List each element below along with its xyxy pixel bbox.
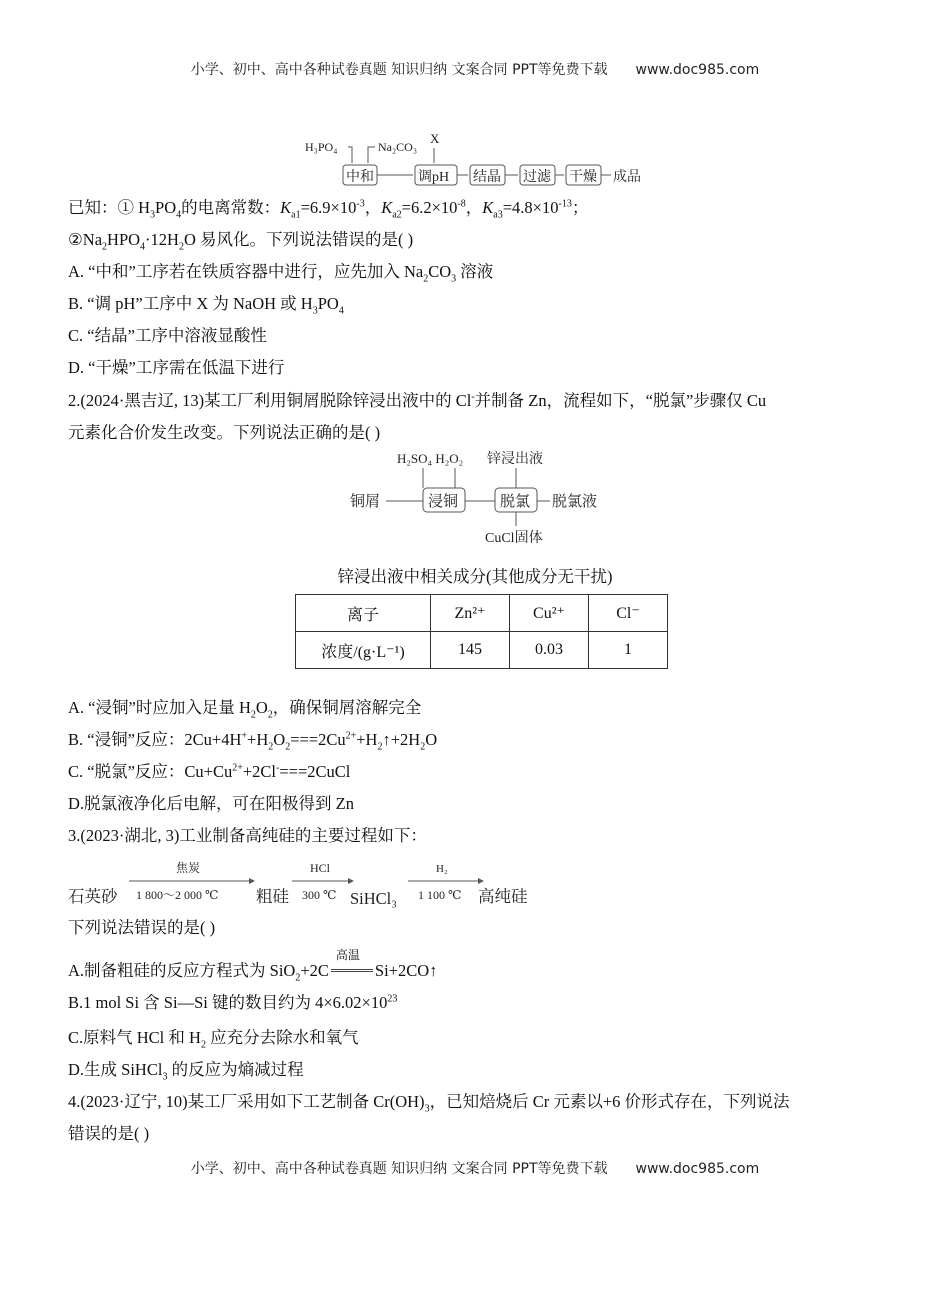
- subscript: 2: [250, 709, 256, 721]
- process-flow-diagram-1: [300, 128, 680, 190]
- text-run: 3.(2023·湖北, 3)工业制备高纯硅的主要过程如下：: [68, 826, 427, 845]
- superscript: -: [276, 762, 280, 774]
- subscript: 2: [420, 741, 426, 753]
- text-run: D.生成 SiHCl: [68, 1060, 163, 1079]
- option-3a-text: +2C: [300, 961, 329, 980]
- text-run: O: [425, 730, 438, 749]
- subscript: 2: [268, 741, 274, 753]
- output-dechlorinated-liquid: 脱氯液: [552, 494, 598, 510]
- text-run: ===2CuCl: [279, 762, 351, 781]
- text-run: ·12H: [145, 230, 179, 249]
- text-run: 4.(2023·辽宁, 10)某工厂采用如下工艺制备 Cr(OH): [68, 1092, 425, 1111]
- process-flow-diagram-2: [345, 448, 615, 548]
- superscript: -: [471, 391, 475, 403]
- subscript: 3: [162, 1071, 168, 1083]
- text-run: CO: [428, 262, 452, 281]
- text-run: 的反应为熵减过程: [167, 1060, 304, 1079]
- text-run: +2Cl: [242, 762, 277, 781]
- text-run: B.1 mol Si 含 Si—Si 键的数目约为 4×6.02×10: [68, 993, 388, 1012]
- text-run: HPO: [107, 230, 141, 249]
- text-run: 下列说法错误的是( ): [68, 918, 216, 937]
- page-header: [0, 59, 950, 79]
- subscript: 2: [178, 241, 184, 253]
- header-zn: Zn²⁺: [431, 595, 510, 632]
- step-filter: 过滤: [523, 170, 551, 185]
- question-3-line: [68, 1059, 304, 1081]
- text-run: ===2Cu: [290, 730, 346, 749]
- condition-300c: 300 ℃: [302, 888, 337, 902]
- text-run: ，: [465, 198, 483, 217]
- option-3a: [68, 948, 438, 984]
- cell-zn: 145: [431, 632, 510, 669]
- option-3a-text: Si+2CO↑: [374, 961, 438, 980]
- text-run: ②Na: [68, 230, 103, 249]
- option-3a-text: A.制备粗硅的反应方程式为 SiO: [68, 961, 296, 980]
- node-pure-silicon: 高纯硅: [478, 887, 528, 906]
- text-run: =4.8×10: [502, 198, 559, 217]
- condition-1800-2000c: 1 800～2 000 ℃: [136, 888, 219, 902]
- node-crude-silicon: 粗硅: [256, 887, 289, 906]
- text-run: 2.(2024·黑吉辽, 13)某工厂利用铜屑脱除锌浸出液中的 Cl: [68, 391, 472, 410]
- text-run: ，: [364, 198, 382, 217]
- subscript: 2: [423, 273, 429, 285]
- table-caption: 锌浸出液中相关成分(其他成分无干扰): [337, 567, 613, 586]
- text-run: B. “调 pH”工序中 X 为 NaOH 或 H: [68, 294, 313, 313]
- cell-concentration-label: 浓度/(g·L⁻¹): [296, 632, 431, 669]
- italic-symbol: K: [482, 198, 494, 217]
- italic-symbol: K: [280, 198, 292, 217]
- table-header-row: [296, 595, 668, 632]
- reagent-coke: 焦炭: [176, 861, 201, 875]
- step-dry: 干燥: [569, 170, 597, 185]
- question-2-option: [68, 697, 421, 719]
- question-2-option: [68, 825, 427, 847]
- input-h3po4: H₃PO₄: [305, 140, 338, 154]
- header-url[interactable]: www.doc985.com: [635, 62, 760, 78]
- text-run: C.原料气 HCl 和 H: [68, 1028, 201, 1047]
- header-cu: Cu²⁺: [510, 595, 589, 632]
- text-run: =6.2×10: [401, 198, 458, 217]
- product: 成品: [613, 170, 641, 185]
- header-cl: Cl⁻: [589, 595, 668, 632]
- subscript: 2: [295, 972, 301, 984]
- question-1-line: [68, 229, 413, 251]
- text-run: PO: [155, 198, 177, 217]
- text-run: C. “结晶”工序中溶液显酸性: [68, 326, 267, 345]
- superscript: 23: [387, 993, 398, 1005]
- text-run: O: [255, 698, 268, 717]
- step-leach-copper: 浸铜: [428, 494, 459, 510]
- text-run: 并制备 Zn，流程如下，“脱氯”步骤仅 Cu: [474, 391, 767, 410]
- condition-1100c: 1 100 ℃: [418, 888, 462, 902]
- text-run: C. “脱氯”反应：Cu+Cu: [68, 762, 233, 781]
- question-3-prompt-line: [68, 917, 215, 939]
- question-1-line: [68, 325, 267, 347]
- subscript: a1: [291, 209, 301, 221]
- question-1-line: [68, 357, 284, 379]
- text-run: 元素化合价发生改变。下列说法正确的是( ): [68, 423, 381, 442]
- text-run: ，确保铜屑溶解完全: [272, 698, 422, 717]
- subscript: 3: [451, 273, 457, 285]
- question-1-line: [68, 197, 588, 219]
- text-run: B. “浸铜”反应：2Cu+4H: [68, 730, 242, 749]
- subscript: 3: [312, 305, 318, 317]
- text-run: O 易风化。下列说法错误的是( ): [183, 230, 414, 249]
- text-run: 应充分去除水和氧气: [205, 1028, 359, 1047]
- footer-text: 小学、初中、高中各种试卷真题 知识归纳 文案合同 PPT等免费下载: [190, 1161, 608, 1177]
- reagent-hcl: HCl: [310, 861, 331, 875]
- question-3-line: [68, 1027, 359, 1049]
- output-cucl-solid: CuCl固体: [485, 531, 543, 546]
- question-3-line: [68, 992, 397, 1014]
- question-1-line: [68, 293, 344, 315]
- node-quartz-sand: 石英砂: [68, 887, 118, 906]
- question-3-line: [68, 1123, 149, 1145]
- page-footer: [0, 1158, 950, 1178]
- reagents-h2so4-h2o2: H₂SO₄ H₂O₂: [397, 451, 464, 466]
- reagent-zinc-leachate: 锌浸出液: [487, 452, 543, 467]
- superscript: +: [241, 730, 248, 742]
- superscript: -13: [558, 198, 572, 210]
- process-flow-diagram-3: [66, 852, 546, 908]
- text-run: 错误的是( ): [68, 1124, 150, 1143]
- header-text: 小学、初中、高中各种试卷真题 知识归纳 文案合同 PPT等免费下载: [190, 62, 608, 78]
- subscript: 2: [285, 741, 291, 753]
- italic-symbol: K: [381, 198, 393, 217]
- start-copper-scrap: 铜屑: [350, 494, 381, 510]
- subscript: 2: [102, 241, 108, 253]
- composition-table: [295, 594, 668, 669]
- reagent-h2: H₂: [436, 863, 448, 875]
- question-2-option: [68, 793, 354, 815]
- text-run: A. “浸铜”时应加入足量 H: [68, 698, 251, 717]
- question-2-option: [68, 729, 437, 751]
- step-adjust-ph: 调pH: [418, 170, 450, 185]
- text-run: +H: [356, 730, 378, 749]
- text-run: +H: [247, 730, 269, 749]
- text-run: A. “中和”工序若在铁质容器中进行，应先加入 Na: [68, 262, 424, 281]
- text-run: ，已知焙烧后 Cr 元素以+6 价形式存在，下列说法: [429, 1092, 790, 1111]
- question-1-line: [68, 390, 766, 412]
- step-neutralize: 中和: [346, 170, 374, 185]
- input-x: X: [430, 131, 440, 146]
- input-na2co3: Na₂CO₃: [378, 140, 418, 154]
- text-run: D.脱氯液净化后电解，可在阳极得到 Zn: [68, 794, 354, 813]
- question-1-line: [68, 261, 493, 283]
- table-row: [296, 632, 668, 669]
- reaction-condition: 高温: [335, 948, 360, 962]
- subscript: 2: [200, 1039, 206, 1051]
- subscript: 4: [140, 241, 146, 253]
- question-3-line: [68, 1091, 790, 1113]
- text-run: =6.9×10: [300, 198, 357, 217]
- cell-cu: 0.03: [510, 632, 589, 669]
- footer-url[interactable]: www.doc985.com: [635, 1161, 760, 1177]
- subscript: 2: [267, 709, 273, 721]
- subscript: 4: [338, 305, 344, 317]
- step-crystallize: 结晶: [473, 170, 501, 185]
- subscript: a2: [392, 209, 402, 221]
- subscript: 2: [377, 741, 383, 753]
- superscript: -3: [356, 198, 365, 210]
- cell-cl: 1: [589, 632, 668, 669]
- text-run: ；: [571, 198, 589, 217]
- superscript: 2+: [345, 730, 357, 742]
- subscript: a3: [493, 209, 503, 221]
- text-run: PO: [317, 294, 339, 313]
- text-run: D. “干燥”工序需在低温下进行: [68, 358, 285, 377]
- text-run: 的电离常数：: [181, 198, 281, 217]
- text-run: ↑+2H: [382, 730, 421, 749]
- node-sihcl3: SiHCl₃: [350, 889, 398, 908]
- question-2-option: [68, 761, 350, 783]
- question-1-line: [68, 422, 380, 444]
- superscript: 2+: [232, 762, 243, 774]
- text-run: 溶液: [456, 262, 494, 281]
- subscript: 3: [424, 1103, 430, 1115]
- subscript: 4: [176, 209, 182, 221]
- text-run: O: [273, 730, 286, 749]
- superscript: -8: [457, 198, 466, 210]
- header-ion: 离子: [296, 595, 431, 632]
- subscript: 3: [150, 209, 156, 221]
- step-dechlorinate: 脱氯: [500, 494, 531, 510]
- text-run: 已知：① H: [68, 198, 151, 217]
